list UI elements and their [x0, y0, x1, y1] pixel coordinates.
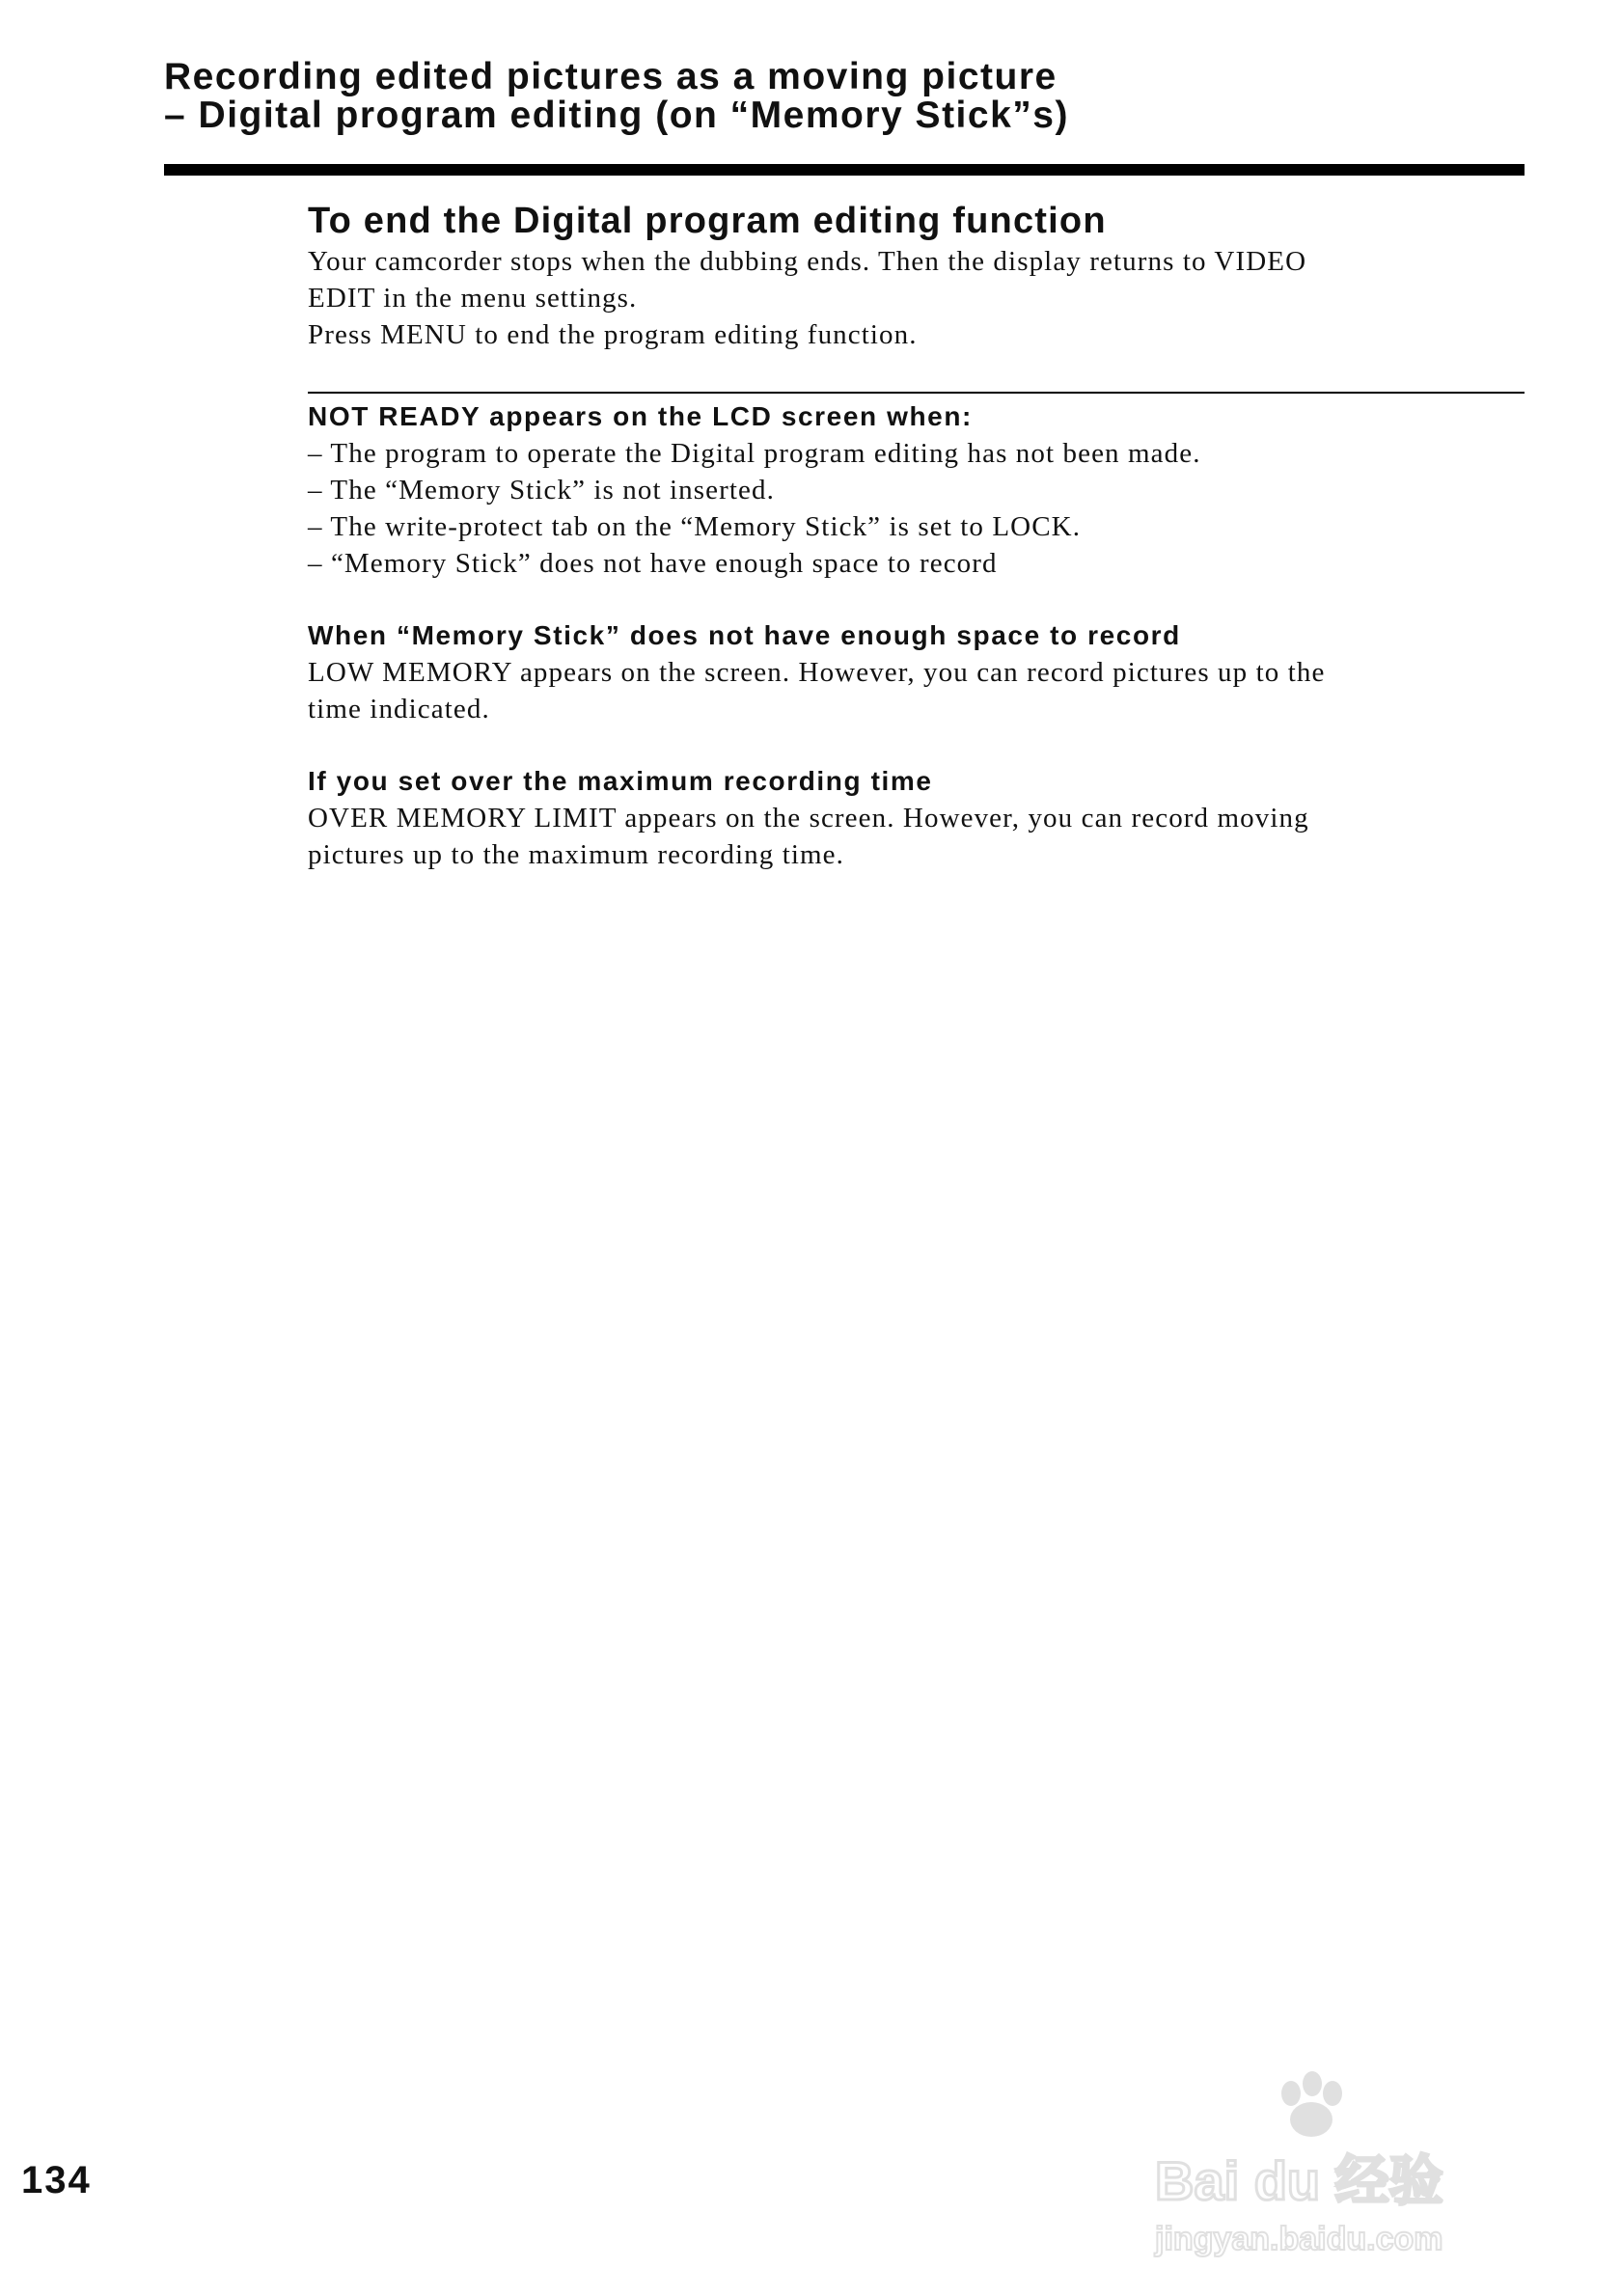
page-title-line-1: Recording edited pictures as a moving picture [164, 56, 1058, 97]
main-content [308, 199, 1525, 873]
paw-icon [1281, 2071, 1342, 2137]
note-line: time indicated. [308, 694, 490, 724]
header-rule [164, 164, 1525, 176]
notes-divider [308, 392, 1525, 394]
section-line: Your camcorder stops when the dubbing ends. Then the display returns to VIDEO [308, 246, 1307, 277]
note-heading: NOT READY appears on the LCD screen when: [308, 401, 973, 431]
page-number: 134 [21, 2159, 92, 2201]
section-heading: To end the Digital program editing function [308, 201, 1107, 241]
page-title [164, 58, 1534, 135]
note-low-memory [308, 617, 1525, 727]
note-not-ready [308, 398, 1525, 582]
note-line: pictures up to the maximum recording time. [308, 839, 844, 870]
section-line: EDIT in the menu settings. [308, 283, 638, 314]
note-heading: If you set over the maximum recording time [308, 766, 933, 796]
page-title-line-2: – Digital program editing (on “Memory Stick”s) [164, 95, 1069, 136]
note-line: OVER MEMORY LIMIT appears on the screen. However, you can record moving [308, 803, 1309, 834]
note-line: – “Memory Stick” does not have enough space to record [308, 548, 998, 579]
watermark-url: jingyan.baidu.com [1155, 2221, 1443, 2257]
note-line: LOW MEMORY appears on the screen. However, you can record pictures up to the [308, 657, 1326, 688]
watermark-brand: Bai du 经验 [1155, 2150, 1443, 2211]
note-heading: When “Memory Stick” does not have enough space to record [308, 620, 1181, 650]
note-line: – The write-protect tab on the “Memory Stick” is set to LOCK. [308, 511, 1082, 542]
note-line: – The “Memory Stick” is not inserted. [308, 475, 775, 506]
note-line: – The program to operate the Digital program editing has not been made. [308, 438, 1201, 469]
note-over-limit [308, 763, 1525, 873]
baidu-jingyan-watermark [1153, 2064, 1539, 2257]
section-line: Press MENU to end the program editing function. [308, 319, 918, 350]
